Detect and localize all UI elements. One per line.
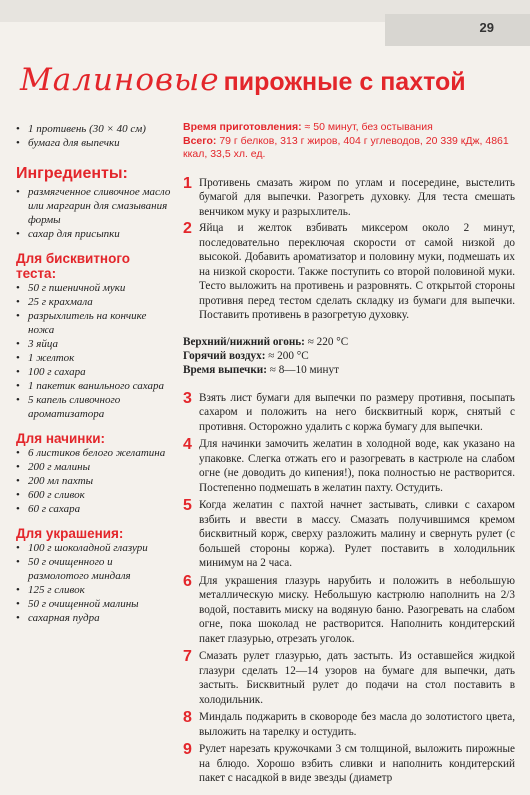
step — [183, 498, 515, 571]
step-text: Миндаль поджарить в сковороде без масла до золотистого цвета, выложить на тарелку и остудить. — [199, 711, 515, 738]
ingredient-item: • 125 г сливок — [16, 583, 171, 597]
step-text: Взять лист бумаги для выпечки по размеру противня, посыпать сахаром и положить на него бисквитный корж, снятый с противня. Осторожно удалить с коржа бумагу для выпечки. — [199, 391, 515, 433]
recipe-title — [20, 62, 520, 98]
step-text: Противень смазать жиром по углам и посередине, выстелить бумагой для выпечки. Разогреть духовку. Для теста смешать венчиком муку и разрыхлитель. — [199, 176, 515, 218]
ingredient-item: • сахарная пудра — [16, 611, 171, 625]
ingredient-item: • 6 листиков белого желатина — [16, 446, 171, 460]
page-number: 29 — [479, 20, 494, 35]
ingredient-item: • 50 г очищенного и размолотого миндаля — [16, 555, 171, 583]
step-number: 8 — [183, 709, 192, 726]
step-number: 7 — [183, 648, 192, 665]
step-number: 2 — [183, 220, 192, 237]
step-text: Яйца и желток взбивать миксером около 2 минут, последовательно переключая скорости от самой низкой до высокой. Добавить ароматизатор и половину муки, подмешать их на низкой скорости. Также поступить со второй половиной муки. Тесто выложить на противень и разровнять. С открытой стороны противня перед тестом сделать складку из бумаги для выпечки. Поставить противень в разогретую духовку. — [199, 222, 515, 321]
step — [183, 437, 515, 495]
step — [183, 574, 515, 647]
step — [183, 221, 515, 323]
step-number: 3 — [183, 389, 192, 407]
step-number: 1 — [183, 174, 192, 192]
step-text: Когда желатин с пахтой начнет застывать, сливки с сахаром взбить и ввести в массу. Смазать получившимся кремом бисквитный корж, сверху разложить малину и свернуть рулет (с большей стороны коржа). Рулет поставить в холодильник минимум на 2 часа. — [199, 499, 515, 569]
equipment-list — [16, 122, 171, 150]
step — [183, 176, 515, 220]
ingredient-item: • 50 г очищенной малины — [16, 597, 171, 611]
bake-value: ≈ 200 °C — [265, 349, 309, 362]
ingredients-heading: Ингредиенты: — [16, 165, 128, 182]
step-text: Для начинки замочить желатин в холодной воде, как указано на упаковке. Слегка отжать его и разогревать в кастрюле на слабом огне (не доводить до кипения!), пока полностью не растворится. Постепенно подмешать в желатин пахту. Остудить. — [199, 438, 515, 494]
page-number-box — [385, 14, 530, 46]
step — [183, 649, 515, 707]
step — [183, 710, 515, 739]
ingredient-item: • 3 яйца — [16, 337, 171, 351]
equipment-item: • бумага для выпечки — [16, 136, 171, 150]
step-number: 5 — [183, 497, 192, 514]
ingredient-item: • 5 капель сливочного ароматизатора — [16, 393, 171, 421]
baking-settings — [183, 335, 515, 377]
title-rest: пирожные с пахтой — [223, 68, 466, 96]
total-label: Всего: — [183, 134, 217, 147]
ingredient-item: • 200 мл пахты — [16, 474, 171, 488]
ingredient-item: • 100 г шоколадной глазури — [16, 541, 171, 555]
step-text: Смазать рулет глазурью, дать застыть. Из оставшейся жидкой глазури сделать 12—14 узоров на бумаге для выпечки, дать застыть. Бисквитный рулет до подачи на стол поставить в холодильник. — [199, 650, 515, 706]
equipment-item: • 1 противень (30 × 40 см) — [16, 122, 171, 136]
total-value: 79 г белков, 313 г жиров, 404 г углеводов, 20 339 кДж, 4861 ккал, 33,5 хл. ед. — [183, 134, 509, 160]
bake-value: ≈ 220 °C — [304, 335, 349, 348]
step — [183, 391, 515, 435]
step-number: 6 — [183, 572, 192, 590]
ingredient-item: • 100 г сахара — [16, 365, 171, 379]
step — [183, 742, 515, 786]
ingredient-item: • 200 г малины — [16, 460, 171, 474]
bake-label: Верхний/нижний огонь: — [183, 335, 305, 348]
bake-value: ≈ 8—10 минут — [266, 363, 340, 376]
bake-label: Время выпечки: — [183, 363, 267, 376]
ingredient-item: • сахар для присыпки — [16, 227, 171, 241]
recipe-meta — [183, 121, 515, 162]
ingredient-item: • 1 пакетик ванильного сахара — [16, 379, 171, 393]
ingredient-item: • 25 г крахмала — [16, 295, 171, 309]
ingredient-item: • размягченное сливочное масло или маргарин для смазывания формы — [16, 185, 171, 227]
time-label: Время приготовления: — [183, 121, 302, 133]
time-value: ≈ 50 минут, без остывания — [301, 121, 433, 133]
decor-heading: Для украшения: — [16, 526, 124, 541]
ingredient-item: • 1 желток — [16, 351, 171, 365]
step-number: 9 — [183, 741, 192, 758]
step-text: Рулет нарезать кружочками 3 см толщиной, выложить пирожные на блюдо. Хорошо взбить сливки и наполнить кондитерский пакет с насадкой в виде звезды (диаметр — [199, 743, 515, 784]
bake-label: Горячий воздух: — [183, 349, 266, 362]
step-number: 4 — [183, 436, 192, 453]
filling-heading: Для начинки: — [16, 431, 105, 446]
title-script: Малиновые — [20, 62, 220, 98]
instructions-column — [183, 121, 515, 786]
ingredient-item: • 600 г сливок — [16, 488, 171, 502]
sponge-heading: Для бисквитного теста: — [16, 251, 131, 281]
ingredient-item: • 60 г сахара — [16, 502, 171, 516]
step-text: Для украшения глазурь нарубить и положить в небольшую металлическую миску. Небольшую кастрюлю наполнить на 2/3 водой, поставить миску на водяную баню. Разогревать на слабом огне, пока шоколад не растворится. Наполнить кондитерский пакет глазурью, отрезать уголок. — [199, 574, 515, 645]
ingredient-item: • разрыхлитель на кончике ножа — [16, 309, 171, 337]
ingredients-column — [16, 122, 171, 625]
ingredient-item: • 50 г пшеничной муки — [16, 281, 171, 295]
